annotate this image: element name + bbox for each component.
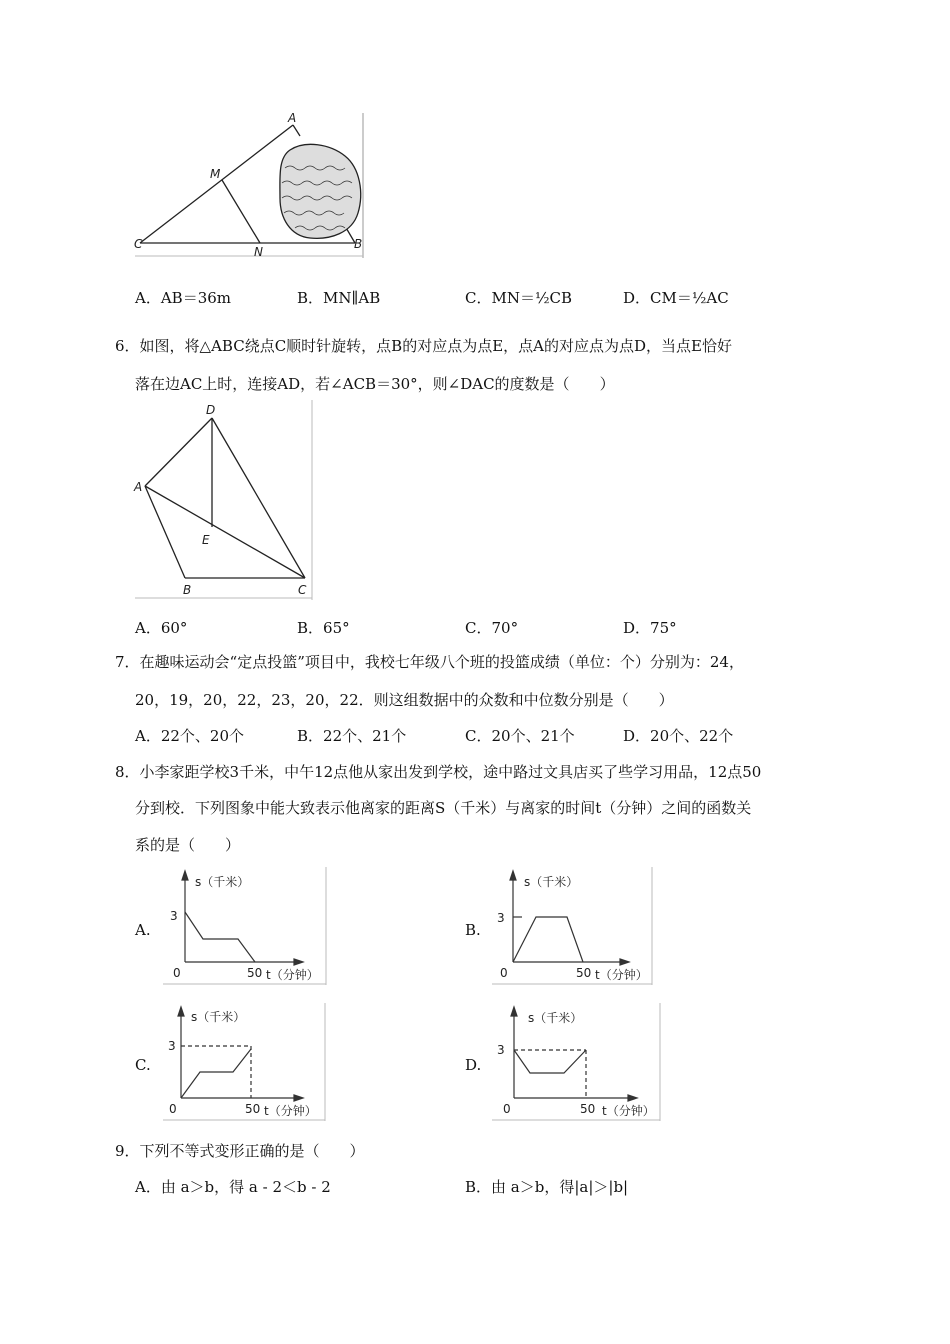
q6-option-c[interactable]: C．70° bbox=[465, 619, 519, 637]
label-C: C bbox=[134, 237, 143, 251]
q6-option-b[interactable]: B．65° bbox=[297, 619, 350, 637]
y-tick-label: 3 bbox=[168, 1039, 176, 1053]
label-E: E bbox=[202, 533, 210, 547]
y-tick-label: 3 bbox=[497, 1043, 505, 1057]
x-tick-label: 50 bbox=[576, 966, 592, 980]
q9-option-b[interactable]: B．由 a＞b，得|a|＞|b| bbox=[465, 1178, 629, 1196]
q6-text-line2: 落在边AC上时，连接AD，若∠ACB＝30°，则∠DAC的度数是（ ） bbox=[135, 375, 615, 393]
q6-option-a[interactable]: A．60° bbox=[135, 619, 188, 637]
q5-triangle-figure bbox=[130, 108, 375, 263]
q7-option-c[interactable]: C．20个、21个 bbox=[465, 727, 575, 745]
q8-option-a-label[interactable]: A. bbox=[135, 921, 151, 939]
q8-text-line2: 分到校．下列图象中能大致表示他离家的距离S（千米）与离家的时间t（分钟）之间的函数关 bbox=[135, 799, 752, 817]
label-M: M bbox=[210, 167, 221, 181]
x-tick-label: 50 bbox=[245, 1102, 261, 1116]
q5-option-d[interactable]: D．CM＝½AC bbox=[623, 289, 729, 307]
distance-line bbox=[514, 1050, 586, 1073]
q8-option-d-label[interactable]: D. bbox=[465, 1056, 482, 1074]
y-axis-label: s（千米） bbox=[528, 1011, 583, 1025]
pond-blob bbox=[280, 144, 361, 238]
x-axis-label: t（分钟） bbox=[264, 1104, 317, 1118]
q8-graph-c bbox=[163, 1003, 327, 1123]
label-A: A bbox=[134, 480, 143, 494]
q5-option-c[interactable]: C．MN＝½CB bbox=[465, 289, 572, 307]
q8-graph-d bbox=[492, 1003, 662, 1123]
distance-line bbox=[513, 917, 583, 962]
q7-option-d[interactable]: D．20个、22个 bbox=[623, 727, 734, 745]
q9-option-a[interactable]: A．由 a＞b，得 a - 2＜b - 2 bbox=[135, 1178, 331, 1196]
origin-label: 0 bbox=[173, 966, 181, 980]
q6-rotation-figure bbox=[130, 400, 320, 605]
x-tick-label: 50 bbox=[580, 1102, 596, 1116]
label-D: D bbox=[206, 403, 216, 417]
q7-text-line1: 7．在趣味运动会“定点投篮”项目中，我校七年级八个班的投篮成绩（单位：个）分别为：24， bbox=[115, 653, 744, 671]
q6-option-d[interactable]: D．75° bbox=[623, 619, 677, 637]
q5-option-b[interactable]: B．MN∥AB bbox=[297, 289, 381, 307]
q8-graph-b bbox=[492, 867, 654, 987]
x-axis-label: t（分钟） bbox=[266, 968, 319, 982]
origin-label: 0 bbox=[500, 966, 508, 980]
label-B: B bbox=[354, 237, 363, 251]
origin-label: 0 bbox=[503, 1102, 511, 1116]
q7-option-b[interactable]: B．22个、21个 bbox=[297, 727, 407, 745]
label-A: A bbox=[288, 111, 297, 125]
x-axis-label: t（分钟） bbox=[602, 1104, 655, 1118]
y-axis-label: s（千米） bbox=[191, 1010, 246, 1024]
y-axis-label: s（千米） bbox=[524, 875, 579, 889]
q6-text-line1: 6．如图，将△ABC绕点C顺时针旋转，点B的对应点为点E，点A的对应点为点D，当点E恰好 bbox=[115, 337, 732, 355]
label-N: N bbox=[254, 245, 263, 259]
q8-option-b-label[interactable]: B. bbox=[465, 921, 481, 939]
label-B: B bbox=[183, 583, 192, 597]
q5-option-a[interactable]: A．AB＝36m bbox=[135, 289, 231, 307]
q8-text-line3: 系的是（ ） bbox=[135, 836, 241, 854]
q8-graph-a bbox=[163, 867, 328, 987]
q7-text-line2: 20，19，20，22，23，20，22．则这组数据中的众数和中位数分别是（ ） bbox=[135, 691, 674, 709]
y-axis-label: s（千米） bbox=[195, 875, 250, 889]
x-axis-label: t（分钟） bbox=[595, 968, 648, 982]
origin-label: 0 bbox=[169, 1102, 177, 1116]
y-tick-label: 3 bbox=[497, 911, 505, 925]
q9-text-line1: 9．下列不等式变形正确的是（ ） bbox=[115, 1142, 365, 1160]
q8-option-c-label[interactable]: C. bbox=[135, 1056, 151, 1074]
q8-text-line1: 8．小李家距学校3千米，中午12点他从家出发到学校，途中路过文具店买了些学习用品，12点50 bbox=[115, 763, 762, 781]
q7-option-a[interactable]: A．22个、20个 bbox=[135, 727, 245, 745]
distance-line bbox=[185, 912, 255, 962]
x-tick-label: 50 bbox=[247, 966, 263, 980]
label-C: C bbox=[298, 583, 307, 597]
distance-line bbox=[181, 1049, 251, 1098]
y-tick-label: 3 bbox=[170, 909, 178, 923]
